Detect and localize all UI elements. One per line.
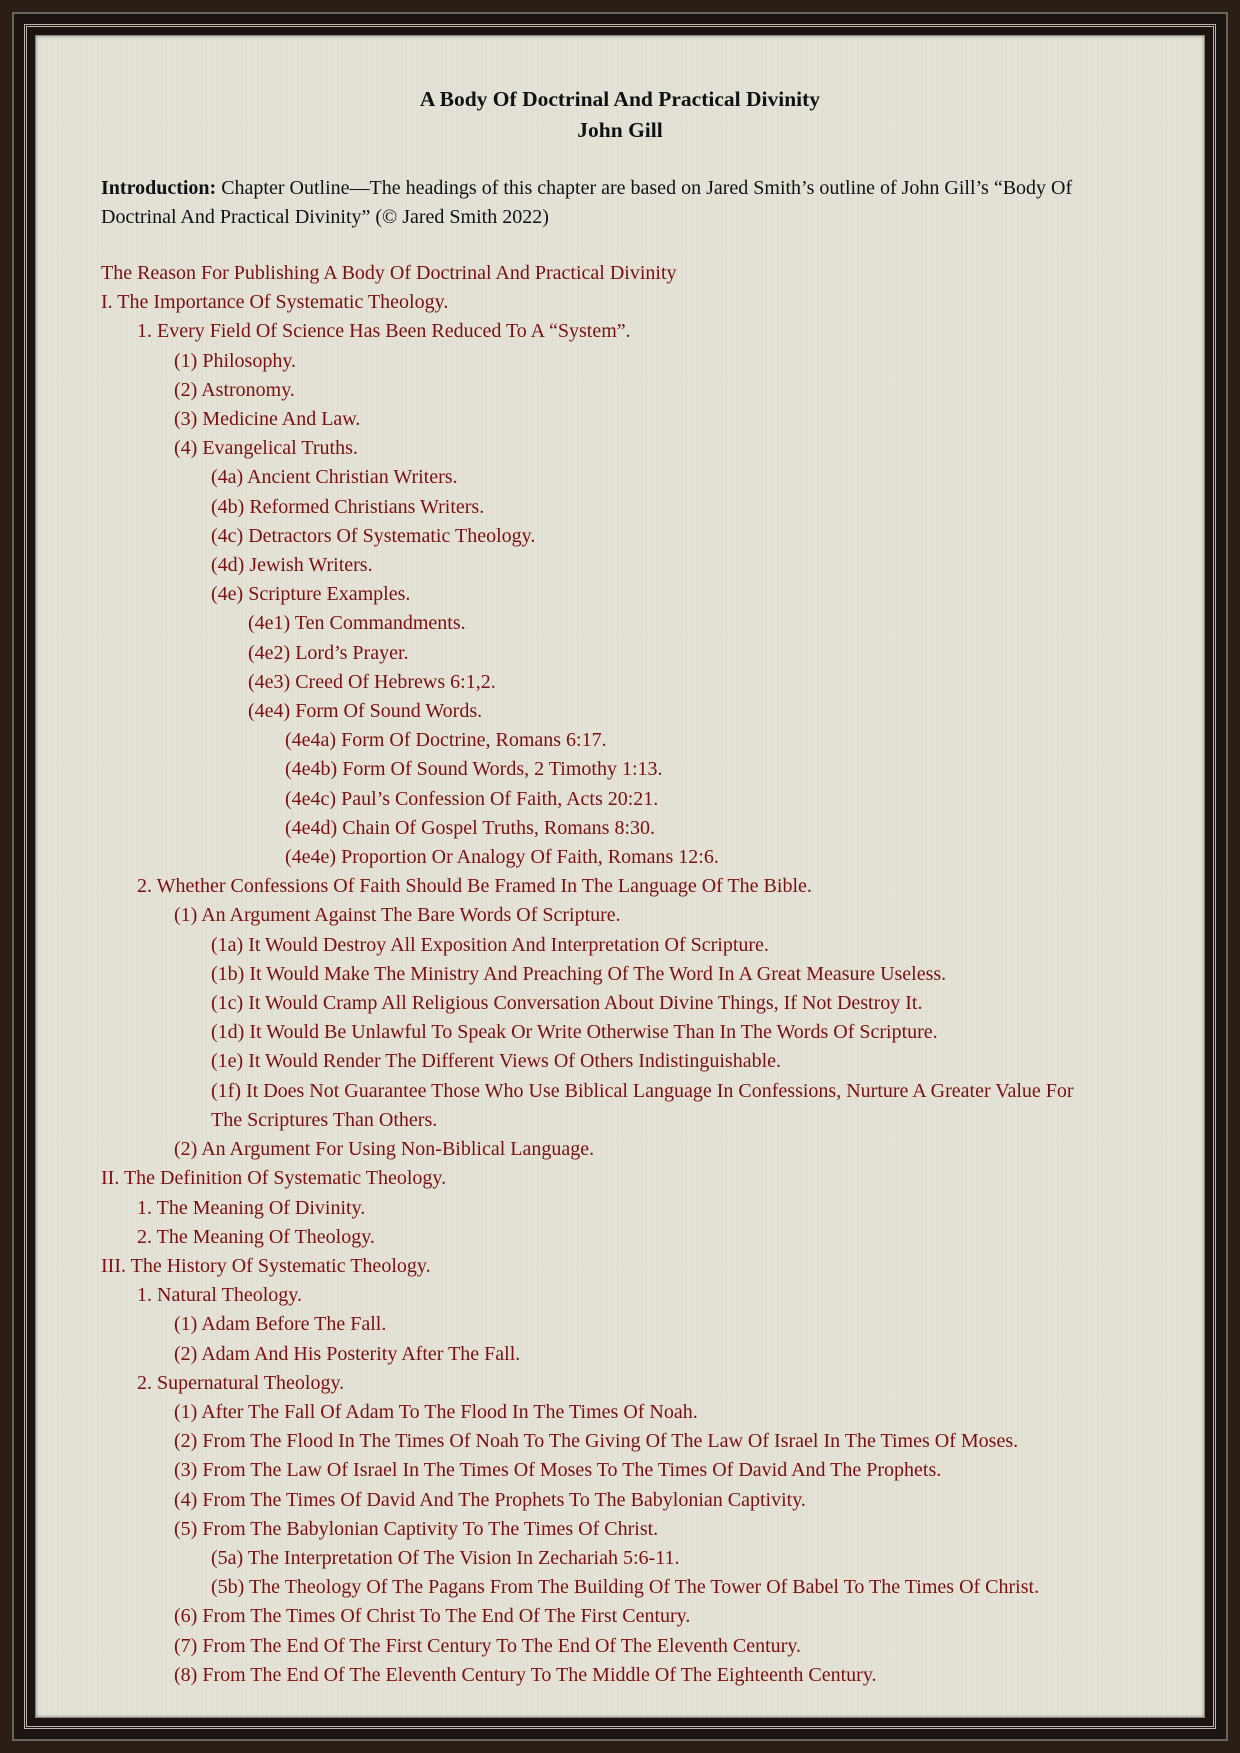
outline-item: I. The Importance Of Systematic Theology. [101,291,449,314]
title-block [36,84,1204,146]
outline-item: (1a) It Would Destroy All Exposition And Interpretation Of Scripture. [211,933,769,956]
introduction-text: Chapter Outline—The headings of this chapter are based on Jared Smith’s outline of John Gill’s “Body Of Doctrinal And Practical Divinity” (© Jared Smith 2022) [101,177,1073,228]
outline-item: (1d) It Would Be Unlawful To Speak Or Write Otherwise Than In The Words Of Scripture. [211,1021,938,1044]
chapter-outline [101,259,1181,1690]
outline-item: (1) An Argument Against The Bare Words Of Scripture. [174,904,621,927]
outline-item: (4e) Scripture Examples. [211,583,411,606]
outline-item: (1e) It Would Render The Different Views Of Others Indistinguishable. [211,1050,782,1073]
introduction-label: Introduction: [101,177,217,199]
outline-item: (4c) Detractors Of Systematic Theology. [211,524,536,547]
outline-item: (4e2) Lord’s Prayer. [248,641,409,664]
page-frame [12,12,1228,1741]
outline-item: 2. Supernatural Theology. [137,1371,345,1394]
outline-item: (1c) It Would Cramp All Religious Conversation About Divine Things, If Not Destroy It. [211,992,923,1015]
outline-item: (1f) It Does Not Guarantee Those Who Use Biblical Language In Confessions, Nurture A Greater Value For The Scriptures Than Others. [211,1079,1074,1131]
outline-item: (3) Medicine And Law. [174,408,361,431]
outline-item: (2) Adam And His Posterity After The Fall. [174,1342,521,1365]
outline-item: (1) Philosophy. [174,349,297,372]
document-page [35,35,1205,1718]
outline-item: (4e4c) Paul’s Confession Of Faith, Acts 20:21. [285,787,659,810]
outline-item: (4e4b) Form Of Sound Words, 2 Timothy 1:13. [285,758,663,781]
outline-item: (4) Evangelical Truths. [174,437,358,460]
outline-item: (7) From The End Of The First Century To The End Of The Eleventh Century. [174,1634,802,1657]
outline-item: III. The History Of Systematic Theology. [101,1254,431,1277]
outline-item: 1. Every Field Of Science Has Been Reduced To A “System”. [137,320,631,343]
outline-item: (3) From The Law Of Israel In The Times Of Moses To The Times Of David And The Prophets. [174,1459,942,1482]
outline-item: 1. Natural Theology. [137,1284,302,1307]
outline-item: The Reason For Publishing A Body Of Doctrinal And Practical Divinity [101,262,677,284]
outline-item: (4e4) Form Of Sound Words. [248,700,483,723]
outline-item: II. The Definition Of Systematic Theology. [101,1167,447,1190]
outline-item: (1) Adam Before The Fall. [174,1313,387,1336]
outline-item: (1b) It Would Make The Ministry And Preaching Of The Word In A Great Measure Useless. [211,962,947,985]
outline-item: (2) An Argument For Using Non-Biblical Language. [174,1138,595,1161]
outline-item: (4a) Ancient Christian Writers. [211,466,458,489]
outline-item: (4d) Jewish Writers. [211,554,373,577]
outline-item: (5b) The Theology Of The Pagans From The Building Of The Tower Of Babel To The Times Of Christ. [211,1576,1040,1599]
outline-item: (2) Astronomy. [174,378,295,401]
outline-item: (4) From The Times Of David And The Prophets To The Babylonian Captivity. [174,1488,806,1511]
outline-item: (6) From The Times Of Christ To The End Of The First Century. [174,1605,691,1628]
outline-item: (4e3) Creed Of Hebrews 6:1,2. [248,670,496,693]
outline-item: 2. The Meaning Of Theology. [137,1225,375,1248]
outline-item: (4e4d) Chain Of Gospel Truths, Romans 8:30. [285,816,655,839]
outline-item: (2) From The Flood In The Times Of Noah To The Giving Of The Law Of Israel In The Times Of Moses. [174,1430,1019,1453]
document-author: John Gill [577,118,663,142]
outline-item: 2. Whether Confessions Of Faith Should Be Framed In The Language Of The Bible. [137,875,812,898]
outline-item: (4e1) Ten Commandments. [248,612,466,635]
outline-item: (1) After The Fall Of Adam To The Flood In The Times Of Noah. [174,1400,698,1423]
outline-item: (8) From The End Of The Eleventh Century To The Middle Of The Eighteenth Century. [174,1663,877,1686]
introduction-paragraph [101,174,1141,232]
outline-item: (4e4a) Form Of Doctrine, Romans 6:17. [285,729,607,752]
outline-item: (5) From The Babylonian Captivity To The Times Of Christ. [174,1517,659,1540]
outline-item: 1. The Meaning Of Divinity. [137,1196,366,1219]
outline-item: (5a) The Interpretation Of The Vision In Zechariah 5:6-11. [211,1546,680,1569]
outline-item: (4e4e) Proportion Or Analogy Of Faith, Romans 12:6. [285,846,719,869]
outline-item: (4b) Reformed Christians Writers. [211,495,485,518]
document-title: A Body Of Doctrinal And Practical Divinity [419,87,821,111]
